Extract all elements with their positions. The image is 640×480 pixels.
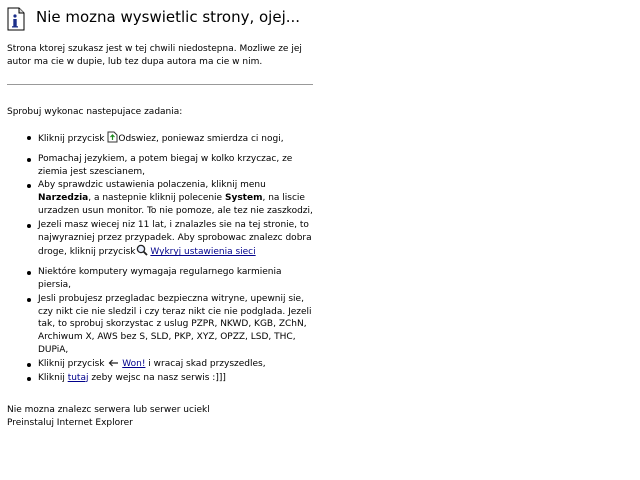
- divider: [7, 84, 313, 85]
- magnifier-icon[interactable]: [136, 244, 148, 256]
- list-item: Kliknij przycisk Odswiez, poniewaz smierdza ci nogi,: [7, 131, 317, 146]
- refresh-icon[interactable]: [107, 131, 118, 143]
- tasks-heading: Sprobuj wykonac nastepujace zadania:: [7, 107, 183, 117]
- back-link[interactable]: Won!: [122, 358, 146, 369]
- list-item: Kliknij przycisk Won! i wracaj skad przyszedles,: [7, 358, 317, 371]
- page-title: Nie mozna wyswietlic strony, ojej...: [36, 8, 301, 26]
- footer-line-1: Nie mozna znalezc serwera lub serwer uciekl: [7, 405, 210, 415]
- footer: [7, 404, 210, 429]
- list-item: Pomachaj jezykiem, a potem biegaj w kolko krzyczac, ze ziemia jest szescianem,: [7, 153, 317, 179]
- list-item: Jezeli masz wiecej niz 11 lat, i znalazles sie na tej stronie, to najwyrazniej przez przypadek. Aby sprobowac znalezc dobra droge, kliknij przycisk Wykryj ustawienia sieci: [7, 219, 317, 259]
- info-document-icon: [7, 7, 25, 31]
- list-item: Aby sprawdzic ustawienia polaczenia, kliknij menu Narzedzia, a nastepnie kliknij polecenie System, na liscie urzadzen usun monitor. To nie pomoze, ale tez nie zaszkodzi,: [7, 179, 317, 217]
- detect-settings-link[interactable]: Wykryj ustawienia sieci: [150, 247, 256, 258]
- list-item: Kliknij tutaj zeby wejsc na nasz serwis :]]]: [7, 372, 317, 385]
- list-item: Niektóre komputery wymagaja regularnego karmienia piersia,: [7, 266, 317, 292]
- list-item: Jesli probujesz przegladac bezpieczna witryne, upewnij sie, czy nikt cie nie sledzil i czy teraz nikt cie nie podglada. Jezeli tak, to sprobuj skorzystac z uslug PZPR, NKWD, KGB, ZChN, Archiwum X, AWS bez S, SLD, PKP, XYZ, OPZZ, LSD, THC, DUPiA,: [7, 293, 317, 357]
- footer-line-2: Preinstaluj Internet Explorer: [7, 417, 133, 428]
- task-list: [7, 131, 317, 385]
- here-link[interactable]: tutaj: [67, 372, 89, 383]
- intro-text: Strona ktorej szukasz jest w tej chwili niedostepna. Mozliwe ze jej autor ma cie w dupie, lub tez dupa autora ma cie w nim.: [7, 44, 302, 67]
- back-arrow-icon[interactable]: [107, 358, 119, 368]
